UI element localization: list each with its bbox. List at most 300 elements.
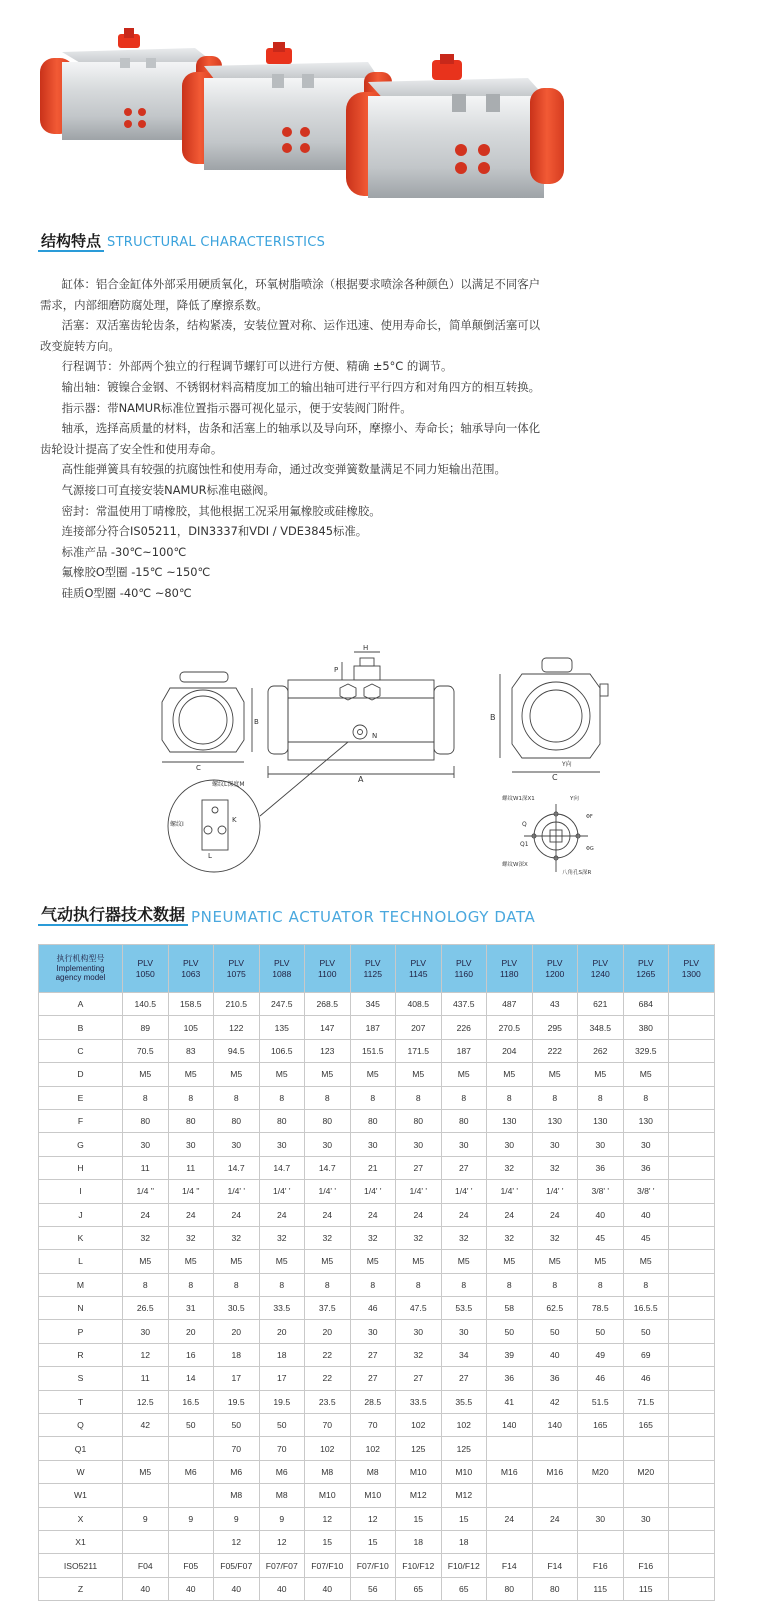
dim-label-k: K bbox=[232, 816, 237, 824]
y-view-label: Y向 bbox=[570, 796, 579, 802]
row-label-cell: X bbox=[39, 1507, 123, 1530]
table-cell: 36 bbox=[532, 1367, 578, 1390]
table-cell: 437.5 bbox=[441, 993, 487, 1016]
row-label-cell: D bbox=[39, 1063, 123, 1086]
table-cell: 43 bbox=[532, 993, 578, 1016]
table-cell: 18 bbox=[214, 1343, 260, 1366]
model-header-cn: 执行机构型号 bbox=[56, 954, 105, 964]
port-detail bbox=[168, 742, 348, 872]
row-label-cell: W1 bbox=[39, 1484, 123, 1507]
table-body bbox=[39, 993, 715, 1601]
table-cell: 32 bbox=[123, 1226, 169, 1249]
table-cell: 16.5.5 bbox=[623, 1297, 669, 1320]
model-number: 1100 bbox=[318, 968, 337, 979]
table-cell: M5 bbox=[168, 1063, 214, 1086]
model-number: 1050 bbox=[135, 968, 155, 979]
model-series: PLV bbox=[364, 957, 381, 968]
table-cell: 26.5 bbox=[123, 1297, 169, 1320]
table-cell: 80 bbox=[168, 1109, 214, 1132]
table-cell: 27 bbox=[441, 1367, 487, 1390]
thread-w1-label: 螺纹W1深X1 bbox=[502, 796, 535, 802]
table-cell: M5 bbox=[350, 1063, 396, 1086]
table-cell: 16.5 bbox=[168, 1390, 214, 1413]
table-cell: 122 bbox=[214, 1016, 260, 1039]
table-cell: 3/8' ' bbox=[578, 1180, 624, 1203]
table-cell: M5 bbox=[441, 1250, 487, 1273]
table-cell: 30 bbox=[123, 1133, 169, 1156]
table-cell: 1/4' ' bbox=[350, 1180, 396, 1203]
table-cell: M5 bbox=[123, 1250, 169, 1273]
table-cell: 15 bbox=[305, 1530, 351, 1553]
table-cell: 71.5 bbox=[623, 1390, 669, 1413]
table-cell: M5 bbox=[623, 1063, 669, 1086]
table-cell: 621 bbox=[578, 993, 624, 1016]
table-cell bbox=[669, 1460, 715, 1483]
table-cell: 24 bbox=[259, 1203, 305, 1226]
model-header-cell bbox=[623, 945, 669, 993]
model-number: 1200 bbox=[545, 968, 565, 979]
table-cell: 1/4' ' bbox=[305, 1180, 351, 1203]
table-cell: 83 bbox=[168, 1039, 214, 1062]
model-series: PLV bbox=[228, 957, 245, 968]
dim-label-h: H bbox=[363, 644, 369, 652]
model-header-en2: agency model bbox=[55, 973, 106, 983]
table-row bbox=[39, 1343, 715, 1366]
model-number: 1088 bbox=[272, 968, 292, 979]
table-cell: 345 bbox=[350, 993, 396, 1016]
table-cell: 262 bbox=[578, 1039, 624, 1062]
model-header-cell bbox=[39, 945, 123, 993]
table-cell: 135 bbox=[259, 1016, 305, 1039]
row-label-cell: R bbox=[39, 1343, 123, 1366]
table-cell: 32 bbox=[396, 1226, 442, 1249]
table-cell bbox=[669, 1414, 715, 1437]
table-cell: 78.5 bbox=[578, 1297, 624, 1320]
table-cell bbox=[669, 1039, 715, 1062]
table-cell: 27 bbox=[441, 1156, 487, 1179]
dim-label-l: L bbox=[208, 852, 212, 860]
table-cell: 46 bbox=[623, 1367, 669, 1390]
table-cell: 106.5 bbox=[259, 1039, 305, 1062]
table-cell: 24 bbox=[441, 1203, 487, 1226]
table-cell: 8 bbox=[168, 1273, 214, 1296]
table-cell: 8 bbox=[623, 1086, 669, 1109]
model-header-cell bbox=[532, 945, 578, 993]
table-row bbox=[39, 1250, 715, 1273]
table-cell: 9 bbox=[123, 1507, 169, 1530]
table-cell: 12 bbox=[123, 1343, 169, 1366]
table-cell: F16 bbox=[623, 1554, 669, 1577]
table-cell: 102 bbox=[350, 1437, 396, 1460]
table-cell: 11 bbox=[168, 1156, 214, 1179]
table-cell: 14.7 bbox=[214, 1156, 260, 1179]
table-cell: 19.5 bbox=[259, 1390, 305, 1413]
model-series: PLV bbox=[455, 957, 472, 968]
row-label-cell: Q bbox=[39, 1414, 123, 1437]
section-title-en: STRUCTURAL CHARACTERISTICS bbox=[107, 235, 326, 250]
row-label-cell: T bbox=[39, 1390, 123, 1413]
product-photo bbox=[0, 0, 761, 215]
table-cell: M10 bbox=[305, 1484, 351, 1507]
table-cell: M5 bbox=[259, 1063, 305, 1086]
spec-table bbox=[38, 944, 715, 1601]
row-label-cell: B bbox=[39, 1016, 123, 1039]
table-cell: M5 bbox=[441, 1063, 487, 1086]
table-cell: 8 bbox=[532, 1273, 578, 1296]
table-cell: 80 bbox=[350, 1109, 396, 1132]
table-cell: 37.5 bbox=[305, 1297, 351, 1320]
table-cell: M16 bbox=[532, 1460, 578, 1483]
table-cell: 171.5 bbox=[396, 1039, 442, 1062]
table-cell: 24 bbox=[487, 1507, 533, 1530]
table-cell: 684 bbox=[623, 993, 669, 1016]
table-cell: 30 bbox=[441, 1320, 487, 1343]
table-cell: 8 bbox=[487, 1273, 533, 1296]
feature-line: 缸体：铝合金缸体外部采用硬质氧化，环氧树脂喷涂（根据要求喷涂各种颜色）以满足不同客户 bbox=[61, 277, 541, 291]
table-row bbox=[39, 1109, 715, 1132]
table-cell: 295 bbox=[532, 1016, 578, 1039]
table-cell: 12.5 bbox=[123, 1390, 169, 1413]
table-cell: 50 bbox=[532, 1320, 578, 1343]
table-cell: 35.5 bbox=[441, 1390, 487, 1413]
table-cell: 12 bbox=[214, 1530, 260, 1553]
table-cell: 24 bbox=[305, 1203, 351, 1226]
table-cell: 105 bbox=[168, 1016, 214, 1039]
table-cell bbox=[669, 1320, 715, 1343]
model-header-cell bbox=[214, 945, 260, 993]
section-technology-header bbox=[38, 906, 535, 926]
table-cell: 42 bbox=[123, 1414, 169, 1437]
table-cell: 24 bbox=[168, 1203, 214, 1226]
table-cell: 8 bbox=[396, 1086, 442, 1109]
table-cell: 8 bbox=[259, 1273, 305, 1296]
model-series: PLV bbox=[410, 957, 427, 968]
table-cell: 40 bbox=[532, 1343, 578, 1366]
table-cell: 8 bbox=[123, 1086, 169, 1109]
table-cell: 20 bbox=[259, 1320, 305, 1343]
table-cell: 28.5 bbox=[350, 1390, 396, 1413]
table-cell: 80 bbox=[305, 1109, 351, 1132]
section-title-cn: 气动执行器技术数据 bbox=[38, 906, 188, 926]
spec-table-container bbox=[38, 944, 714, 1601]
table-cell bbox=[669, 1133, 715, 1156]
table-row bbox=[39, 1039, 715, 1062]
thread-w-label: 螺纹W深X bbox=[502, 862, 528, 868]
table-cell bbox=[623, 1437, 669, 1460]
table-cell: 1/4' ' bbox=[487, 1180, 533, 1203]
table-cell: 147 bbox=[305, 1016, 351, 1039]
table-cell: 46 bbox=[350, 1297, 396, 1320]
model-header-cell bbox=[350, 945, 396, 993]
table-cell: M5 bbox=[578, 1063, 624, 1086]
table-cell: 8 bbox=[259, 1086, 305, 1109]
table-cell bbox=[487, 1530, 533, 1553]
table-row bbox=[39, 1273, 715, 1296]
table-cell: 36 bbox=[578, 1156, 624, 1179]
table-cell: 36 bbox=[623, 1156, 669, 1179]
table-cell bbox=[168, 1530, 214, 1553]
model-series: PLV bbox=[501, 957, 518, 968]
feature-line: 连接部分符合IS05211，DIN3337和VDI / VDE3845标准。 bbox=[61, 524, 368, 539]
table-cell: 30 bbox=[214, 1133, 260, 1156]
table-cell: 115 bbox=[578, 1577, 624, 1600]
table-cell: F07/F07 bbox=[259, 1554, 305, 1577]
table-row bbox=[39, 1016, 715, 1039]
row-label-cell: K bbox=[39, 1226, 123, 1249]
table-cell: 65 bbox=[441, 1577, 487, 1600]
table-cell: 46 bbox=[578, 1367, 624, 1390]
table-cell: F07/F10 bbox=[305, 1554, 351, 1577]
table-cell: 18 bbox=[441, 1530, 487, 1553]
section-title-cn: 结构特点 bbox=[38, 232, 104, 252]
table-cell: 130 bbox=[623, 1109, 669, 1132]
table-cell: 40 bbox=[259, 1577, 305, 1600]
table-cell: M5 bbox=[168, 1250, 214, 1273]
table-cell: 270.5 bbox=[487, 1016, 533, 1039]
model-series: PLV bbox=[137, 957, 154, 968]
dim-label-c-left: C bbox=[196, 764, 201, 772]
table-cell: M5 bbox=[123, 1460, 169, 1483]
model-number: 1180 bbox=[500, 968, 519, 979]
section-title-en: PNEUMATIC ACTUATOR TECHNOLOGY DATA bbox=[191, 908, 536, 926]
table-row bbox=[39, 1367, 715, 1390]
table-cell: 80 bbox=[259, 1109, 305, 1132]
table-cell: 32 bbox=[487, 1226, 533, 1249]
table-cell: 8 bbox=[123, 1273, 169, 1296]
feature-line: 改变旋转方向。 bbox=[40, 338, 120, 353]
side-view bbox=[268, 644, 454, 784]
table-cell: 40 bbox=[305, 1577, 351, 1600]
feature-line: 密封：常温使用丁晴橡胶，其他根据工况采用氟橡胶或硅橡胶。 bbox=[61, 503, 381, 518]
table-cell: 19.5 bbox=[214, 1390, 260, 1413]
table-cell: 27 bbox=[396, 1367, 442, 1390]
table-cell: 80 bbox=[396, 1109, 442, 1132]
table-cell: 9 bbox=[259, 1507, 305, 1530]
table-cell: 1/4' ' bbox=[532, 1180, 578, 1203]
table-cell bbox=[669, 1577, 715, 1600]
table-cell: 30 bbox=[123, 1320, 169, 1343]
table-cell: F05 bbox=[168, 1554, 214, 1577]
table-cell: 30 bbox=[487, 1133, 533, 1156]
table-cell: 32 bbox=[396, 1343, 442, 1366]
table-row bbox=[39, 993, 715, 1016]
feature-line: 行程调节：外部两个独立的行程调节螺钉可以进行方便、精确 ±5°C 的调节。 bbox=[61, 359, 453, 374]
table-cell: 32 bbox=[168, 1226, 214, 1249]
feature-line: 标准产品 -30℃~100℃ bbox=[61, 544, 187, 559]
table-cell: 1/4' ' bbox=[259, 1180, 305, 1203]
table-cell: M5 bbox=[578, 1250, 624, 1273]
table-cell bbox=[532, 1484, 578, 1507]
model-header-cell bbox=[305, 945, 351, 993]
table-cell bbox=[532, 1530, 578, 1553]
table-cell: M10 bbox=[350, 1484, 396, 1507]
table-cell: M8 bbox=[259, 1484, 305, 1507]
table-cell: 80 bbox=[532, 1577, 578, 1600]
table-cell: 70 bbox=[214, 1437, 260, 1460]
table-cell: F14 bbox=[487, 1554, 533, 1577]
table-cell: 102 bbox=[441, 1414, 487, 1437]
table-row bbox=[39, 1460, 715, 1483]
model-series: PLV bbox=[637, 957, 654, 968]
table-cell: 33.5 bbox=[259, 1297, 305, 1320]
feature-line: 氟橡胶O型圈 -15℃ ~150℃ bbox=[61, 565, 211, 580]
table-cell: 50 bbox=[168, 1414, 214, 1437]
table-cell: 207 bbox=[396, 1016, 442, 1039]
table-cell: 158.5 bbox=[168, 993, 214, 1016]
dim-label-p: P bbox=[334, 666, 339, 674]
table-cell: 247.5 bbox=[259, 993, 305, 1016]
row-label-cell: L bbox=[39, 1250, 123, 1273]
table-cell bbox=[669, 1156, 715, 1179]
table-cell: 102 bbox=[396, 1414, 442, 1437]
feature-line: 齿轮设计提高了安全性和使用寿命。 bbox=[40, 441, 223, 456]
table-cell: 62.5 bbox=[532, 1297, 578, 1320]
table-cell: 222 bbox=[532, 1039, 578, 1062]
table-cell: 40 bbox=[578, 1203, 624, 1226]
model-number: 1240 bbox=[590, 968, 610, 979]
table-row bbox=[39, 1180, 715, 1203]
table-cell: 3/8' ' bbox=[623, 1180, 669, 1203]
table-cell: 11 bbox=[123, 1367, 169, 1390]
table-cell bbox=[669, 1484, 715, 1507]
dim-label-a: A bbox=[358, 775, 364, 784]
table-cell: 16 bbox=[168, 1343, 214, 1366]
table-cell: 24 bbox=[532, 1203, 578, 1226]
table-cell: 125 bbox=[441, 1437, 487, 1460]
table-cell: 80 bbox=[441, 1109, 487, 1132]
table-cell: 18 bbox=[396, 1530, 442, 1553]
dimension-drawing bbox=[150, 640, 630, 885]
feature-line: 活塞：双活塞齿轮齿条，结构紧凑，安装位置对称、运作迅速、使用寿命长，简单颠倒活塞可以 bbox=[61, 318, 541, 333]
table-cell bbox=[123, 1484, 169, 1507]
table-cell bbox=[669, 1273, 715, 1296]
table-cell: F04 bbox=[123, 1554, 169, 1577]
row-label-cell: P bbox=[39, 1320, 123, 1343]
table-cell: 50 bbox=[487, 1320, 533, 1343]
table-cell: 8 bbox=[350, 1086, 396, 1109]
model-header-cell bbox=[168, 945, 214, 993]
table-cell: F10/F12 bbox=[441, 1554, 487, 1577]
table-cell: M10 bbox=[396, 1460, 442, 1483]
table-cell: 102 bbox=[305, 1437, 351, 1460]
row-label-cell: Q1 bbox=[39, 1437, 123, 1460]
table-cell: 408.5 bbox=[396, 993, 442, 1016]
model-number: 1265 bbox=[636, 968, 656, 979]
table-cell: 39 bbox=[487, 1343, 533, 1366]
table-cell: 50 bbox=[214, 1414, 260, 1437]
table-cell: 115 bbox=[623, 1577, 669, 1600]
dim-label-f: ΦF bbox=[586, 814, 593, 820]
table-cell: M5 bbox=[396, 1250, 442, 1273]
table-row bbox=[39, 1297, 715, 1320]
feature-line: 指示器：带NAMUR标准位置指示器可视化显示，便于安装阀门附件。 bbox=[61, 400, 412, 415]
table-cell: 8 bbox=[305, 1086, 351, 1109]
table-cell: 30 bbox=[168, 1133, 214, 1156]
table-cell: 32 bbox=[532, 1156, 578, 1179]
table-cell: 8 bbox=[214, 1086, 260, 1109]
table-cell bbox=[669, 1343, 715, 1366]
table-cell: 40 bbox=[623, 1203, 669, 1226]
table-cell: 226 bbox=[441, 1016, 487, 1039]
table-cell: 140 bbox=[532, 1414, 578, 1437]
table-cell: 187 bbox=[441, 1039, 487, 1062]
model-series: PLV bbox=[273, 957, 290, 968]
table-cell: 1/4 '' bbox=[168, 1180, 214, 1203]
table-cell: 1/4 '' bbox=[123, 1180, 169, 1203]
table-cell: 9 bbox=[168, 1507, 214, 1530]
table-cell bbox=[669, 1507, 715, 1530]
row-label-cell: J bbox=[39, 1203, 123, 1226]
table-cell: M12 bbox=[441, 1484, 487, 1507]
table-cell: 65 bbox=[396, 1577, 442, 1600]
table-cell bbox=[623, 1484, 669, 1507]
row-label-cell: C bbox=[39, 1039, 123, 1062]
table-cell: 33.5 bbox=[396, 1390, 442, 1413]
table-cell: 32 bbox=[532, 1226, 578, 1249]
table-cell: 24 bbox=[487, 1203, 533, 1226]
table-cell: M6 bbox=[259, 1460, 305, 1483]
table-cell: 27 bbox=[396, 1156, 442, 1179]
table-cell: 30 bbox=[623, 1507, 669, 1530]
table-cell bbox=[669, 1530, 715, 1553]
dim-label-q1: Q1 bbox=[520, 841, 529, 848]
table-cell: 11 bbox=[123, 1156, 169, 1179]
end-view-right bbox=[490, 658, 608, 782]
table-cell: 268.5 bbox=[305, 993, 351, 1016]
table-cell: 22 bbox=[305, 1367, 351, 1390]
table-cell: 123 bbox=[305, 1039, 351, 1062]
table-cell: 32 bbox=[214, 1226, 260, 1249]
table-cell bbox=[669, 1203, 715, 1226]
table-cell: 14.7 bbox=[305, 1156, 351, 1179]
model-number: 1300 bbox=[681, 968, 701, 979]
table-cell bbox=[669, 1086, 715, 1109]
table-cell bbox=[487, 1437, 533, 1460]
table-cell: 30 bbox=[578, 1507, 624, 1530]
table-cell bbox=[623, 1530, 669, 1553]
dim-label-c-right: C bbox=[552, 773, 558, 782]
model-header-cell bbox=[578, 945, 624, 993]
table-cell: 130 bbox=[487, 1109, 533, 1132]
table-cell: M5 bbox=[305, 1063, 351, 1086]
row-label-cell: G bbox=[39, 1133, 123, 1156]
table-cell: 49 bbox=[578, 1343, 624, 1366]
table-cell: 165 bbox=[623, 1414, 669, 1437]
model-header-cell bbox=[396, 945, 442, 993]
row-label-cell: F bbox=[39, 1109, 123, 1132]
table-cell bbox=[487, 1484, 533, 1507]
table-cell: 12 bbox=[305, 1507, 351, 1530]
table-cell: 51.5 bbox=[578, 1390, 624, 1413]
table-cell: 8 bbox=[487, 1086, 533, 1109]
table-cell: F07/F10 bbox=[350, 1554, 396, 1577]
table-row bbox=[39, 1507, 715, 1530]
flange-detail bbox=[502, 794, 594, 876]
octagon-hole-label: 八角孔S深R bbox=[562, 870, 592, 876]
table-cell: M5 bbox=[532, 1063, 578, 1086]
table-cell: M20 bbox=[623, 1460, 669, 1483]
table-cell: 348.5 bbox=[578, 1016, 624, 1039]
model-series: PLV bbox=[546, 957, 563, 968]
model-number: 1075 bbox=[226, 968, 246, 979]
end-view-left bbox=[162, 672, 259, 772]
table-cell: 32 bbox=[305, 1226, 351, 1249]
table-cell: 1/4' ' bbox=[441, 1180, 487, 1203]
table-cell: 12 bbox=[350, 1507, 396, 1530]
table-cell: 329.5 bbox=[623, 1039, 669, 1062]
table-cell: M5 bbox=[396, 1063, 442, 1086]
table-cell: 32 bbox=[350, 1226, 396, 1249]
